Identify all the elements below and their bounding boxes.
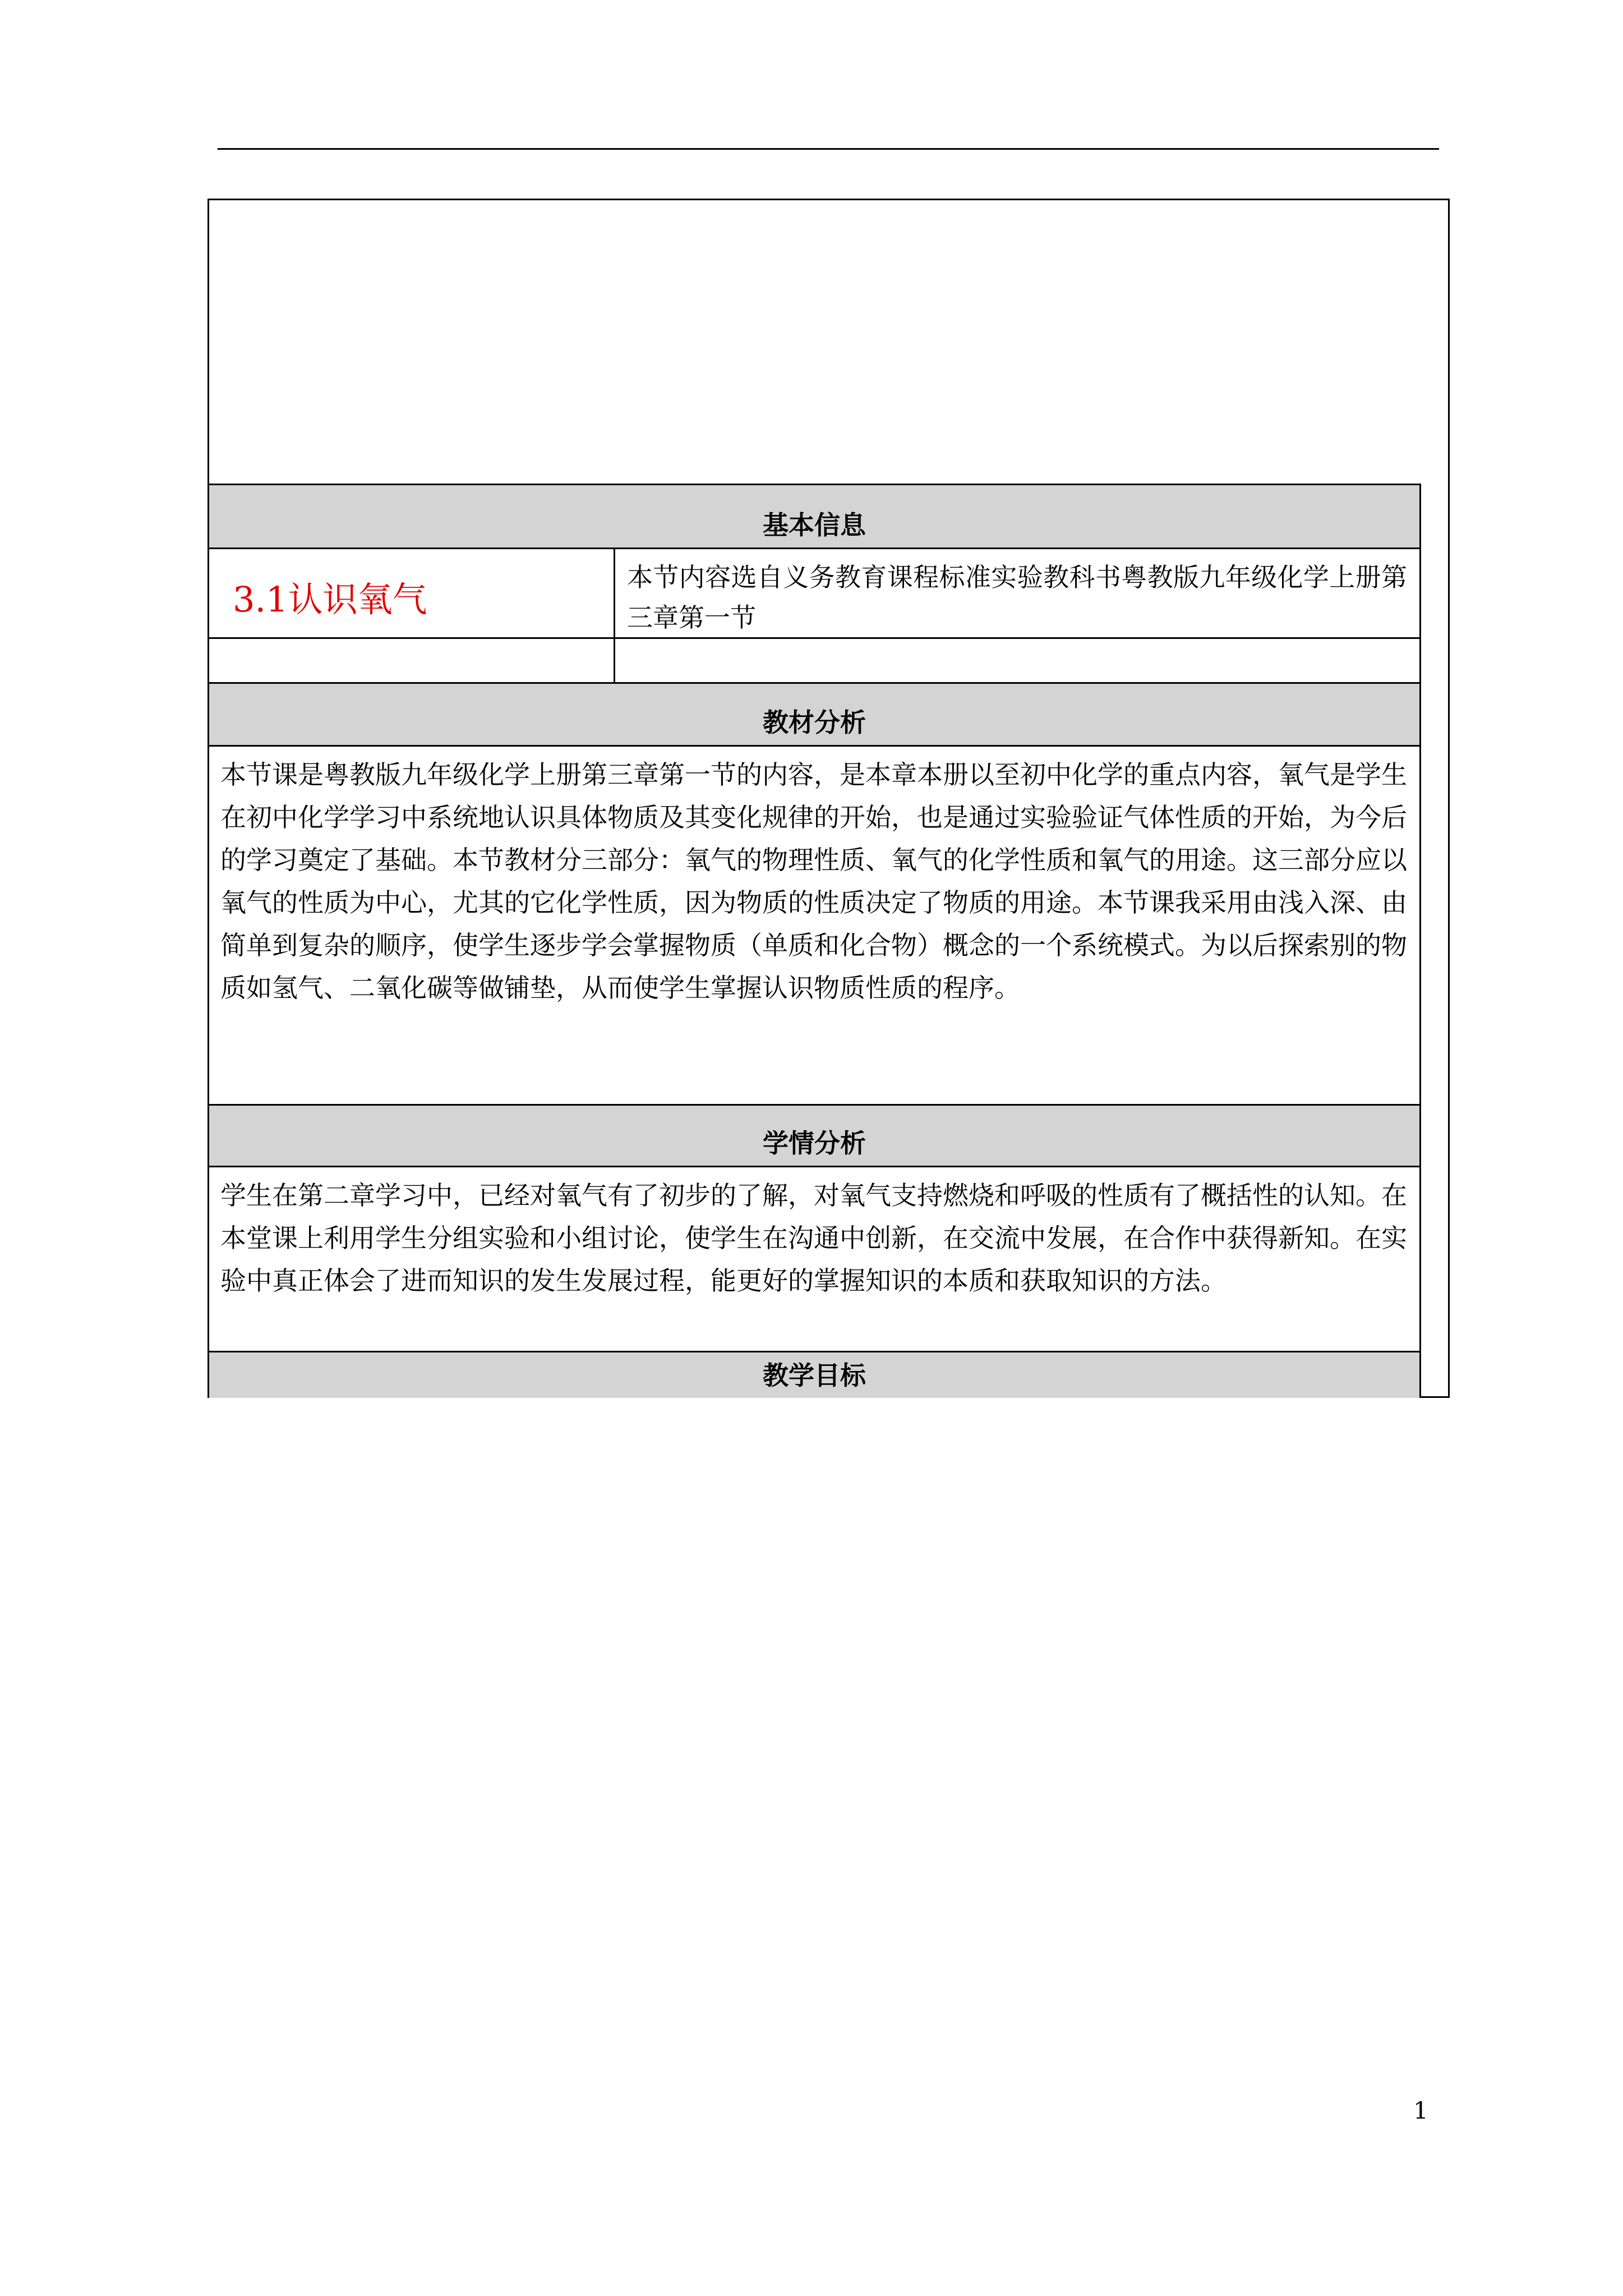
teaching-goals-header [209,1351,1419,1398]
column-divider [614,639,615,682]
textbook-analysis-header [209,682,1419,745]
basic-info-heading: 基本信息 [763,510,866,540]
learner-analysis-header [209,1104,1419,1166]
header-rule [218,148,1439,150]
empty-row [209,637,1419,682]
lesson-title: 3.1认识氧气 [233,579,427,620]
lesson-source: 本节内容选自义务教育课程标准实验教科书粤教版九年级化学上册第三章第一节 [627,562,1407,633]
textbook-analysis-heading: 教材分析 [763,707,866,738]
learner-analysis-body [209,1166,1419,1351]
page-number: 1 [1413,2097,1428,2124]
basic-info-row [209,547,1419,637]
column-divider [614,549,615,637]
learner-analysis-heading: 学情分析 [763,1128,866,1158]
textbook-analysis-body [209,745,1419,1104]
teaching-goals-heading: 教学目标 [763,1360,866,1391]
textbook-analysis-text: 本节课是粤教版九年级化学上册第三章第一节的内容，是本章本册以至初中化学的重点内容，氧气是学生在初中化学学习中系统地认识具体物质及其变化规律的开始，也是通过实验验证气体性质的开始，为今后的学习奠定了基础。本节教材分三部分：氧气的物理性质、氧气的化学性质和氧气的用途。这三部分应以氧气的性质为中心，尤其的它化学性质，因为物质的性质决定了物质的用途。本节课我采用由浅入深、由简单到复杂的顺序，使学生逐步学会掌握物质（单质和化合物）概念的一个系统模式。为以后探索别的物质如氢气、二氧化碳等做铺垫，从而使学生掌握认识物质性质的程序。 [220,760,1407,1003]
learner-analysis-text: 学生在第二章学习中，已经对氧气有了初步的了解，对氧气支持燃烧和呼吸的性质有了概括性的认知。在本堂课上利用学生分组实验和小组讨论，使学生在沟通中创新，在交流中发展，在合作中获得新知。在实验中真正体会了进而知识的发生发展过程，能更好的掌握知识的本质和获取知识的方法。 [220,1180,1407,1296]
lesson-plan-table [208,484,1421,1398]
basic-info-header [209,484,1419,547]
